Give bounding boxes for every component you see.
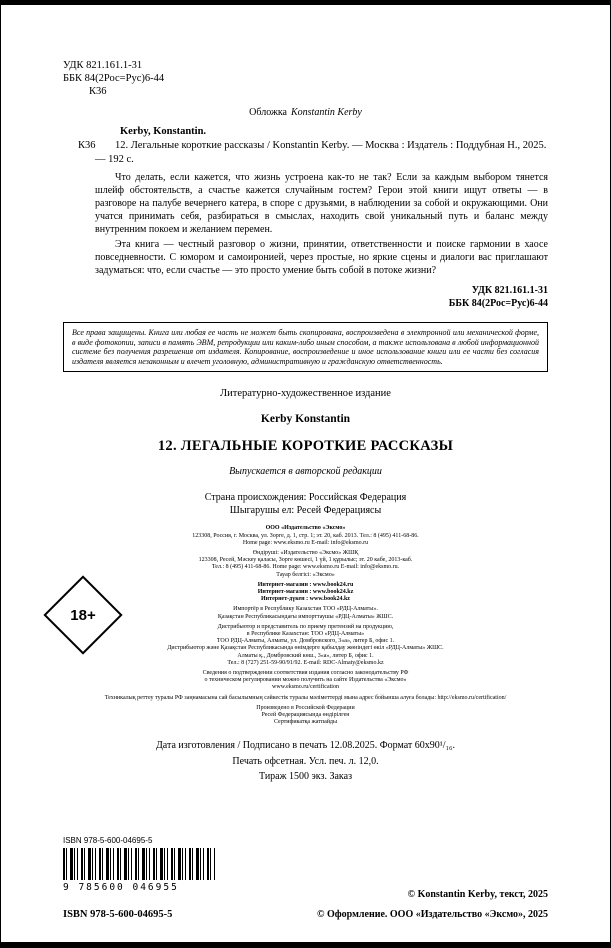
imprint-line: Сведения о подтверждении соответствия издания согласно законодательству РФ bbox=[202, 670, 409, 677]
classification-codes-top bbox=[63, 59, 548, 98]
edition-type: Литературно-художественное издание bbox=[220, 388, 391, 400]
imprint-line: Алматы қ., Домбровский көш., 3«а», литер Б, офис 1. bbox=[237, 652, 374, 659]
catalog-code: К36 bbox=[78, 140, 96, 151]
print-info-line-2: Печать офсетная. Усл. печ. л. 12,0. bbox=[232, 755, 379, 767]
imprint-line: Интернет-магазин : www.book24.kz bbox=[257, 589, 354, 595]
publisher-imprint bbox=[63, 525, 548, 726]
barcode-isbn-label: ISBN 978-5-600-04695-5 bbox=[63, 836, 153, 845]
bbk-code-right: ББК 84(2Рос=Рус)6-44 bbox=[448, 298, 548, 309]
imprint-line: Тел.: 8 (495) 411-68-86. Home page: www.eksmo.ru E-mail: info@eksmo.ru. bbox=[211, 564, 400, 571]
annotation-paragraph-2: Эта книга — честный разговор о жизни, принятии, ответственности и поиске гармонии в хаосе повседневности. С юмором и самоиронией, через простые, но яркие сцены и диалоги вас приглашают задуматься: что, если счастье — это просто умение быть собой в потоке жизни? bbox=[95, 239, 548, 276]
country-ru: Страна происхождения: Российская Федерация bbox=[204, 492, 407, 504]
annotation-paragraph-1: Что делать, если кажется, что жизнь устроена как-то не так? Если за каждым выбором тянется шлейф обстоятельств, а счастье кажется случайным гостем? Герои этой книги ищут ответы — в разговоре на палубе вечернего катера, в споре с друзьями, в наблюдении за собой и окружающими. Они учатся принимать себя, разбираться в смыслах, находить свой уникальный путь и баланс между внутренним покоем и желанием перемен. bbox=[95, 172, 548, 235]
imprint-line: Қазақстан Республикасындағы импорттаушы «РДЦ-Алматы» ЖШС. bbox=[217, 613, 394, 620]
annotation bbox=[95, 171, 548, 279]
catalog-entry bbox=[63, 139, 548, 167]
copyright-text: © Konstantin Kerby, текст, 2025 bbox=[407, 889, 548, 900]
cover-credit-label: Обложка bbox=[249, 107, 287, 118]
imprint-line: Интернет-магазин : www.book24.ru bbox=[257, 581, 354, 588]
udk-code-right: УДК 821.161.1-31 bbox=[471, 285, 548, 296]
imprint-line: Өндіруші: «Издательство «Эксмо» ЖШҚ bbox=[252, 549, 359, 556]
print-info bbox=[63, 738, 548, 785]
imprint-line: Тел.: 8 (727) 251-59-90/91/92. E-mail: RDC-Almaty@eksmo.kz bbox=[227, 659, 384, 666]
rights-notice-box: Все права защищены. Книга или любая ее часть не может быть скопирована, воспроизведена в электронной или механической форме, в виде фотокопии, записи в память ЭВМ, репродукции или каким-либо иным способом, а также использована в любой информационной системе без получения разрешения от издателя. Копирование, воспроизведение и иное использование книги или ее части без согласия издателя является незаконным и влечет уголовную, административную и гражданскую ответственность. bbox=[63, 322, 548, 372]
barcode-image bbox=[63, 848, 215, 880]
cover-credit-name: Konstantin Kerby bbox=[291, 107, 362, 118]
barcode-digits: 9 785600 046955 bbox=[63, 882, 179, 893]
udk-code: УДК 821.161.1-31 bbox=[63, 60, 143, 71]
classification-codes-right bbox=[63, 284, 548, 310]
imprint-line: Дистрибьютор және Қазақстан Республикасында өнімдерге қабылдау жөніндегі өкіл «РДЦ-Алматы» ЖШС. bbox=[167, 645, 444, 652]
catalog-entry-text: 12. Легальные короткие рассказы / Konstantin Kerby. — Москва : Издатель : Поддубная Н., 2025. — 192 с. bbox=[95, 140, 547, 165]
imprint-line: Дистрибьютор и представитель по приему претензий на продукцию, bbox=[217, 623, 394, 630]
imprint-line: 123308, Россия, г. Москва, ул. Зорге, д. 1, стр. 1; эт. 20, каб. 2013. Тел.: 8 (495) 411-68-86. bbox=[192, 532, 419, 539]
country-kz: Шыгарушы ел: Ресей Федерациясы bbox=[229, 505, 382, 517]
copyright-design: © Оформление. ООО «Издательство «Эксмо», 2025 bbox=[317, 909, 548, 920]
barcode-block bbox=[63, 836, 215, 920]
imprint-line: Home page: www.eksmo.ru E-mail: info@eksmo.ru bbox=[242, 539, 369, 546]
author-sign-code: К36 bbox=[89, 86, 107, 97]
copyright-block bbox=[317, 889, 548, 920]
imprint-line: Сертификатқа жатпайды bbox=[273, 719, 338, 726]
edition-note: Выпускается в авторской редакции bbox=[229, 466, 382, 478]
bbk-code: ББК 84(2Рос=Рус)6-44 bbox=[63, 73, 165, 84]
imprint-line: www.eksmo.ru/certification bbox=[272, 684, 339, 691]
book-title: 12. ЛЕГАЛЬНЫЕ КОРОТКИЕ РАССКАЗЫ bbox=[157, 438, 454, 455]
print-info-line-3: Тираж 1500 экз. Заказ bbox=[258, 771, 353, 783]
country-of-origin bbox=[63, 491, 548, 517]
imprint-line: Интернет-дүкен : www.book24.kz bbox=[261, 596, 350, 603]
imprint-line: Произведено в Российской Федерации bbox=[256, 704, 355, 711]
edition-author: Kerby Konstantin bbox=[260, 413, 351, 426]
cover-credit bbox=[63, 107, 548, 118]
imprint-line: Тауар белгісі: «Эксмо» bbox=[276, 571, 335, 578]
print-info-line-1: Дата изготовления / Подписано в печать 12.08.2025. Формат 60x90¹/₁₆. bbox=[155, 740, 456, 752]
imprint-line: Ресей Федерациясында өндірілген bbox=[261, 712, 350, 719]
catalog-author: Kerby, Konstantin. bbox=[120, 126, 207, 137]
imprint-line: о техническом регулировании можно получить на сайте Издательства «Эксмо» bbox=[204, 677, 407, 684]
imprint-line: ТОО РДЦ-Алматы, Алматы, ул. Домбровского, 3«а», литер Б, офис 1. bbox=[216, 638, 395, 645]
imprint-line: Импортёр в Республику Казахстан ТОО «РДЦ-Алматы». bbox=[233, 606, 378, 613]
age-rating-label: 18+ bbox=[70, 606, 96, 624]
imprint-line: в Республике Казахстан: ТОО «РДЦ-Алматы» bbox=[246, 631, 365, 638]
page-footer bbox=[63, 836, 548, 920]
imprint-line: Техникалық реттеу туралы РФ заңнамасына сай басылымның сәйкестік туралы мәліметтерді мына адрес бойынша алуға болады: http://eksmo.ru/certification/ bbox=[104, 694, 507, 701]
isbn-bold: ISBN 978-5-600-04695-5 bbox=[63, 909, 173, 920]
imprint-line: 123308, Ресей, Мәскеу қаласы, Зорге көшесі, 1 үй, 1 құрылыс; эт. 20 кабе, 2013-каб. bbox=[198, 557, 413, 564]
imprint-line: ООО «Издательство «Эксмо» bbox=[265, 525, 346, 532]
